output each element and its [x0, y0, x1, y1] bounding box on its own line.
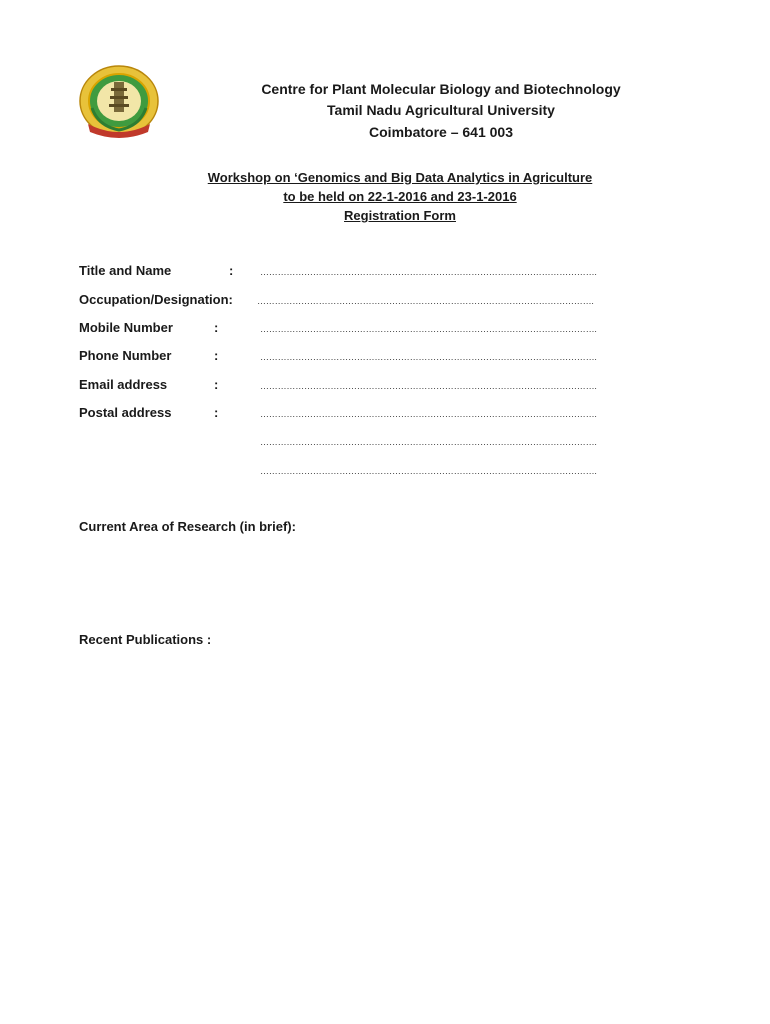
- field-input-postal-line-3[interactable]: …………………………………………………………………………………………………….: [260, 466, 597, 476]
- field-label-occupation: Occupation/Designation:: [79, 292, 233, 307]
- field-input-occupation[interactable]: …………………………………………………………………………………………………….: [257, 296, 594, 306]
- field-colon: :: [229, 263, 234, 278]
- field-label-title-name: Title and Name: [79, 263, 172, 278]
- field-colon: :: [214, 377, 219, 392]
- field-colon: :: [214, 348, 219, 363]
- university-address: Coimbatore – 641 003: [369, 124, 513, 140]
- tnau-emblem-icon: [78, 64, 160, 138]
- field-input-title-name[interactable]: …………………………………………………………………………………………………….: [260, 267, 597, 277]
- university-name: Tamil Nadu Agricultural University: [327, 102, 555, 118]
- section-publications: Recent Publications :: [79, 632, 212, 647]
- form-title: Registration Form: [344, 208, 456, 223]
- field-label-email: Email address: [79, 377, 168, 392]
- workshop-dates: to be held on 22-1-2016 and 23-1-2016: [283, 189, 517, 204]
- field-label-postal: Postal address: [79, 405, 172, 420]
- section-research: Current Area of Research (in brief):: [79, 519, 296, 534]
- field-colon: :: [214, 320, 219, 335]
- field-label-phone: Phone Number: [79, 348, 172, 363]
- field-input-postal-line-1[interactable]: …………………………………………………………………………………………………….: [260, 409, 597, 419]
- field-input-mobile[interactable]: …………………………………………………………………………………………………….: [260, 324, 597, 334]
- field-colon: :: [214, 405, 219, 420]
- field-input-phone[interactable]: …………………………………………………………………………………………………….: [260, 352, 597, 362]
- field-input-postal-line-2[interactable]: …………………………………………………………………………………………………….: [260, 437, 597, 447]
- workshop-title: Workshop on ‘Genomics and Big Data Analytics in Agriculture: [207, 170, 593, 185]
- field-label-mobile: Mobile Number: [79, 320, 173, 335]
- institution-name: Centre for Plant Molecular Biology and Biotechnology: [261, 81, 621, 97]
- field-input-email[interactable]: …………………………………………………………………………………………………….: [260, 381, 597, 391]
